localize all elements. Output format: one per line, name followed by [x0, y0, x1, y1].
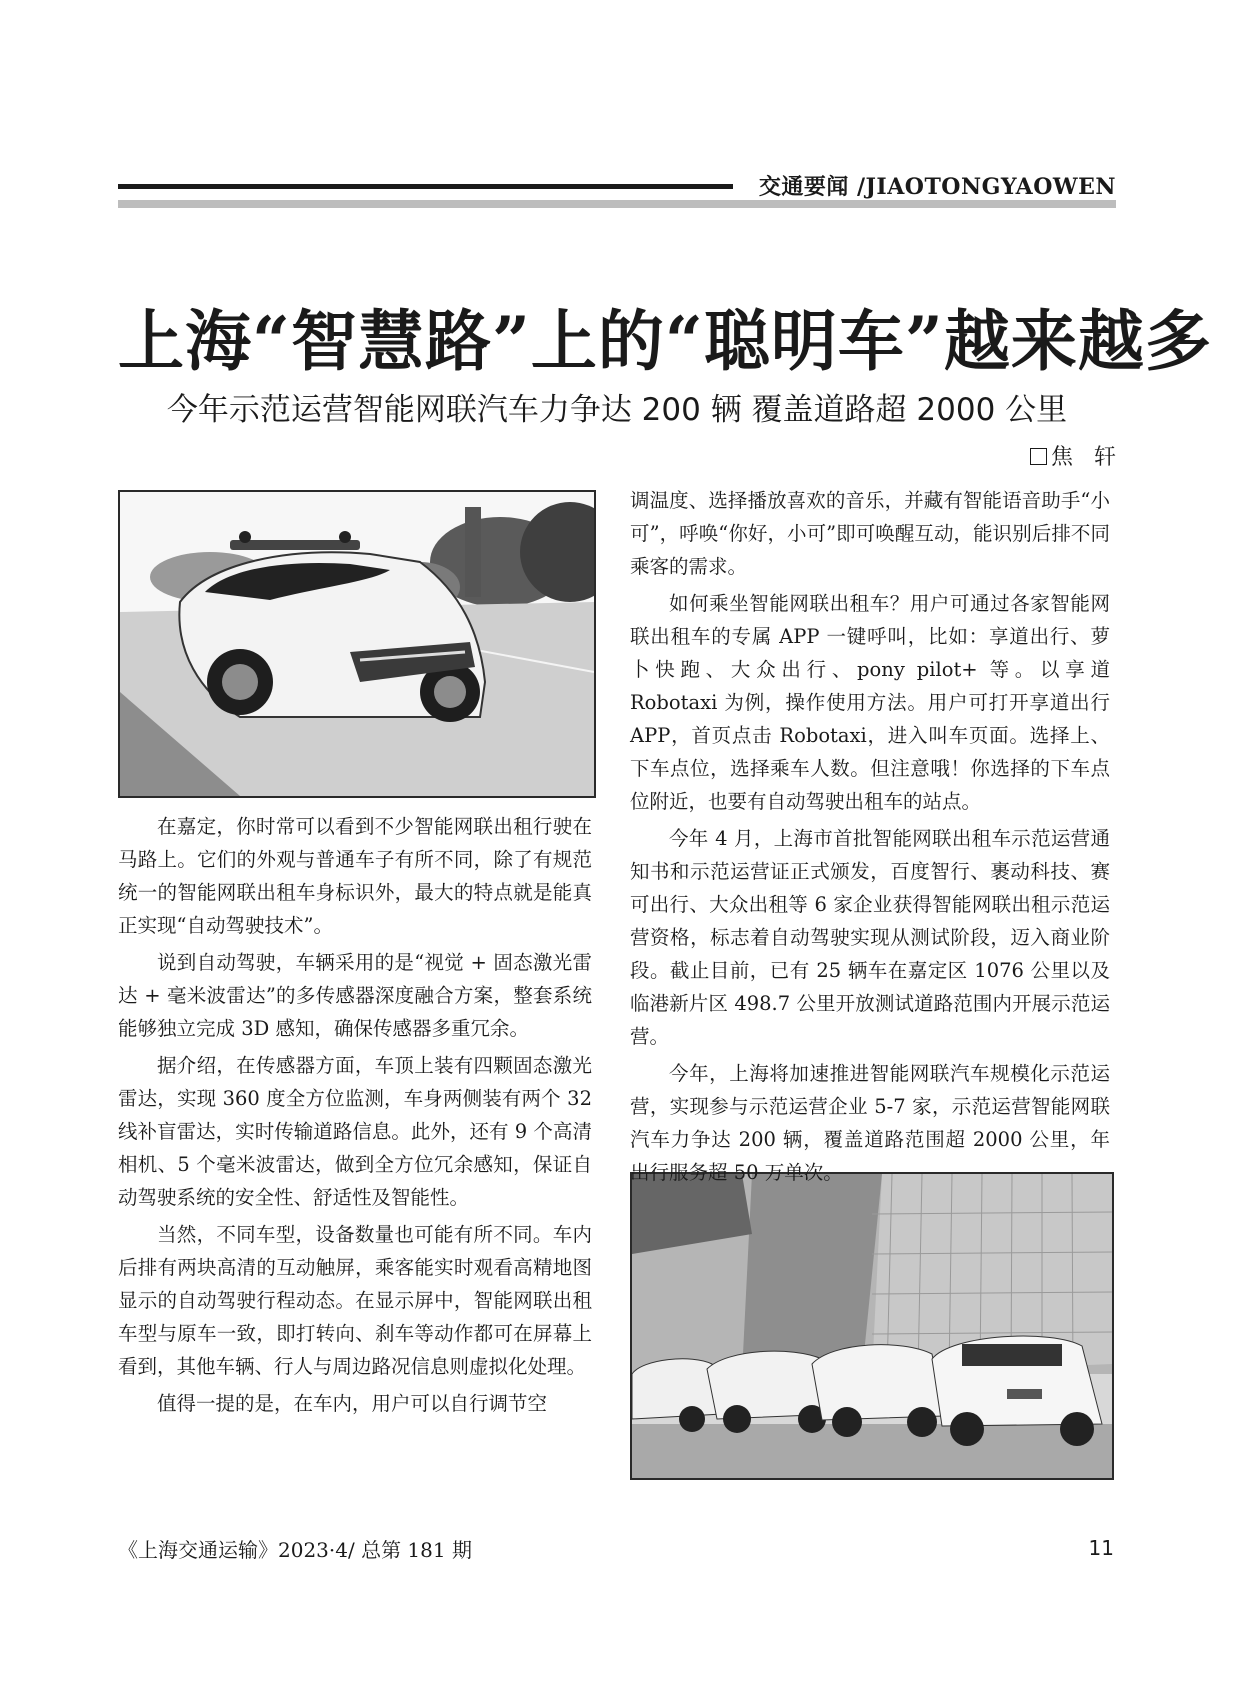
paragraph: 今年，上海将加速推进智能网联汽车规模化示范运营，实现参与示范运营企业 5-7 家，示范运营智能网联汽车力争达 200 辆，覆盖道路范围超 2000 公里，年出行服务超 50 万单次。	[630, 1062, 1110, 1184]
robotaxi-street-photo	[118, 490, 596, 798]
article-title: 上海“智慧路”上的“聪明车”越来越多	[118, 302, 1212, 380]
author-byline	[1030, 440, 1116, 471]
photo-car-street-icon	[120, 492, 594, 796]
paragraph: 今年 4 月，上海市首批智能网联出租车示范运营通知书和示范运营证正式颁发，百度智行、裹动科技、赛可出行、大众出租等 6 家企业获得智能网联出租示范运营资格，标志着自动驾驶实现从测试阶段，迈入商业阶段。截止目前，已有 25 辆车在嘉定区 1076 公里以及临港新片区 498.7 公里开放测试道路范围内开展示范运营。	[630, 827, 1110, 1048]
left-column	[118, 810, 592, 1424]
paragraph: 值得一提的是，在车内，用户可以自行调节空	[157, 1392, 548, 1415]
page-number: 11	[1088, 1536, 1114, 1560]
paragraph-continuation: 调温度、选择播放喜欢的音乐，并藏有智能语音助手“小可”，呼唤“你好，小可”即可唤醒互动，能识别后排不同乘客的需求。	[630, 489, 1110, 578]
paragraph: 在嘉定，你时常可以看到不少智能网联出租行驶在马路上。它们的外观与普通车子有所不同，除了有规范统一的智能网联出租车身标识外，最大的特点就是能真正实现“自动驾驶技术”。	[118, 815, 592, 937]
right-column	[630, 484, 1110, 1193]
author-name: 焦 轩	[1051, 445, 1116, 470]
article-subtitle: 今年示范运营智能网联汽车力争达 200 辆 覆盖道路超 2000 公里	[166, 392, 1068, 428]
robotaxi-fleet-photo	[630, 1172, 1114, 1480]
photo-car-fleet-icon	[632, 1174, 1112, 1478]
section-header	[118, 170, 1116, 210]
header-rule	[118, 184, 733, 189]
section-label: 交通要闻 /JIAOTONGYAOWEN	[758, 174, 1116, 200]
paragraph: 如何乘坐智能网联出租车？用户可通过各家智能网联出租车的专属 APP 一键呼叫，比如：享道出行、萝卜快跑、大众出行、pony pilot+ 等。以享道 Robotaxi 为例，操作使用方法。用户可打开享道出行 APP，首页点击 Robotaxi，进入叫车页面。选择上、下车点位，选择乘车人数。但注意哦！你选择的下车点位附近，也要有自动驾驶出租车的站点。	[630, 592, 1110, 813]
header-bar	[118, 200, 1116, 208]
paragraph: 说到自动驾驶，车辆采用的是“视觉 + 固态激光雷达 + 毫米波雷达”的多传感器深度融合方案，整套系统能够独立完成 3D 感知，确保传感器多重冗余。	[118, 951, 592, 1040]
journal-citation: 《上海交通运输》2023·4/ 总第 181 期	[118, 1538, 472, 1562]
paragraph: 当然，不同车型，设备数量也可能有所不同。车内后排有两块高清的互动触屏，乘客能实时观看高精地图显示的自动驾驶行程动态。在显示屏中，智能网联出租车型与原车一致，即打转向、刹车等动作都可在屏幕上看到，其他车辆、行人与周边路况信息则虚拟化处理。	[118, 1223, 592, 1378]
paragraph: 据介绍，在传感器方面，车顶上装有四颗固态激光雷达，实现 360 度全方位监测，车身两侧装有两个 32 线补盲雷达，实时传输道路信息。此外，还有 9 个高清相机、5 个毫米波雷达，做到全方位冗余感知，保证自动驾驶系统的安全性、舒适性及智能性。	[118, 1054, 592, 1209]
byline-box-icon	[1030, 448, 1047, 465]
